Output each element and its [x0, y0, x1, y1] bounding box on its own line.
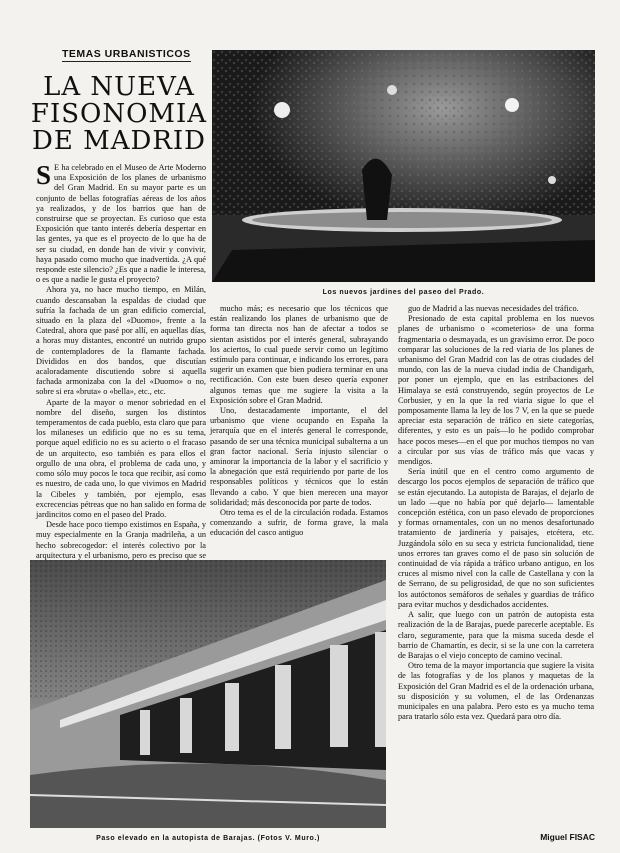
paragraph: A salir, que luego con un patrón de autopista esta realización de la de Barajas, puede parecerle aceptable. Es claro, seguramente, para que la misma suceda desde el barrio de Chamartín, es decir, si se la une con la carretera de Barajas o el viejo concepto de camino vecinal. — [398, 610, 594, 660]
paragraph: Uno, destacadamente importante, el del urbanismo que viene ocupando en España la jerarquía que en el interés general le corresponde, pasando de ser una técnica municipal subalterna a un gran factor nacional. Sería injusto silenciar o aminorar la importancia de la labor y el sacrificio y la abnegación que está requiriendo por parte de los responsables políticos y técnicos que lo están llevando a cabo. Y que bien merecen una mayor solidaridad; más desconocida por parte de todos. — [210, 406, 388, 507]
photo-barajas-overpass-image — [30, 560, 386, 828]
article-column-2 — [210, 304, 388, 554]
paragraph: guo de Madrid a las nuevas necesidades del tráfico. — [408, 304, 579, 313]
photo-caption-top: Los nuevos jardines del paseo del Prado. — [322, 289, 485, 296]
paragraph — [36, 160, 206, 285]
paragraph: Desde hace poco tiempo existimos en España, y muy especialmente en la Granja madrileña, a un hecho sobrecogedor: el interés colectivo por la arquitectura y el urbanismo, pero es preciso que se — [36, 520, 206, 560]
article-column-1 — [36, 160, 207, 560]
headline-line-1: LA NUEVA — [43, 72, 195, 102]
paragraph: Aparte de la mayor o menor sobriedad en el nombre del diseño, surgen los distintos temperamentos de cada pueblo, esta claro que para los milaneses un edificio que no es su tema, porque aquel edificio no es su acierto o el fracaso de un arquitecto, eso también es para ellos el orgullo de una obra, el problema de cada uno, y como sólo muy pocos le toca que recibir, así como es nuestro, de cada uno, lo que vivimos en Madrid la Cibeles y también, por ejemplo, esas excrecencias pétreas que no han salido en forma de jardincitos como en el paseo del Prado. — [36, 397, 207, 519]
photo-prado-gardens-image — [212, 50, 595, 282]
drop-cap: S — [36, 160, 52, 190]
article-column-3 — [398, 304, 594, 824]
photo-prado-gardens — [212, 50, 595, 282]
paragraph: Sería inútil que en el centro como argumento de descargo los pocos ejemplos de separación de tráfico que se están ejecutando. La autopista de Barajas, el dejarlo de un lado —que no había por qué dejarlo— lamentable concepción estética, con un paso elevado de proporciones y formas ornamentales, con un no menos desafortunado tratamiento de jardinería y paisajes, etcétera, etc. Juzgándola sólo en su seca y estricta funcionalidad, tiene unos errores tan graves como el de paso sin solución de continuidad de vía rápida a tráfico urbano antiguo, en los cruces al mismo nivel con la calle de Castellana y con la de Serrano, de su peligrosidad, de que no son suficientes los autóctonos semáforos de señales y guardias de tráfico para evitar muchos y desdichados accidentes. — [398, 467, 594, 609]
paragraph: mucho más; es necesario que los técnicos que están realizando los planes de urbanismo que de forma tan directa nos han de afectar a todos se sientan asistidos por el interés general, subrayando los aciertos, lo cual puede servir como un legítimo estímulo para continuar, e indicando los errores, para sugerir un examen que bien pudiera terminar en una rectificación. Con este buen deseo quería exponer algunos temas que me sugiere la visita a la Exposición sobre el Gran Madrid. — [210, 304, 388, 405]
paragraph: Otro tema de la mayor importancia que sugiere la visita de las fotografías y de los planos y maquetas de la Exposición del Gran Madrid es el de la ordenación urbana, su disposición y su volumen, el de las Ordenanzas municipales en una palabra. Pero esto es ya mucho tema para tratarlo sólo esta vez. Quedará para otro día. — [398, 661, 594, 722]
photo-caption-bottom: Paso elevado en la autopista de Barajas. (Fotos V. Muro.) — [96, 835, 320, 842]
paragraph: Ahora ya, no hace mucho tiempo, en Milán, cuando descansaban la espaldas de ciudad que sufría la fachada de un gran edificio comercial, situado en la plaza del «Duomo», frente a la Catedral, ahora que pasé por allí, en aquellas días, a horas muy distantes, encontré un nutrido grupo de contempladores de la flamante fachada. Divididos en dos bandos, que discutían acaloradamente discutiendo sobre si aquella fachada armonizaba con la del «Duomo» o no, sobre si era «bruta» o «bella», etc., etc. — [36, 285, 206, 397]
photo-barajas-overpass — [30, 560, 386, 828]
headline — [24, 74, 214, 155]
paragraph: Otro tema es el de la circulación rodada. Estamos comenzando a sufrir, de forma grave, la mala educación del casco antiguo — [210, 508, 388, 538]
author-byline: Miguel FISAC — [540, 832, 595, 842]
headline-line-3: DE MADRID — [31, 126, 207, 156]
section-kicker: TEMAS URBANISTICOS — [62, 48, 191, 60]
headline-line-2: FISONOMIA — [30, 99, 208, 129]
paragraph-text: E ha celebrado en el Museo de Arte Moderno una Exposición de los planes de urbanismo del Gran Madrid. En su mayor parte es un conjunto de bellas fotografías aéreas de los años ya realizados, y de los barrios que han de construirse que se proyectan. Es curioso que esta Exposición que tanto interés debería despertar en las gentes, ya que es el proyecto de lo que ha de ser su ciudad, en donde han de vivir y convivir, haya pasado como mucho que inadvertida. ¿A qué responde este silencio? ¿Es que a nadie le interesa, o es que a nadie le gusta el proyecto? — [36, 163, 206, 285]
paragraph: Presionado de esta capital problema en los nuevos planes de urbanismo o «cometerios» de una forma fragmentaria o desmayada, es un gravísimo error. De poco comparar las soluciones de la red viaria de los planes de urbanismo del Gran Madrid con las de otras ciudades del mundo, con las de la nueva ciudad india de Chandigarh, por poner un ejemplo, que en las estribaciones del Himalaya se está construyendo, según proyectos de Le Corbusier, y en la que la red viaria sigue lo que el pomposamente llama la ley de los 7 V, en la que se puede apreciar esta separación de tráfico en siete categorías, diferentes, y esto es un país—lo he podido comprobar hace pocos meses—en el que por muchos tiempos no van a circular por sus vías de tráfico más que vacas y mendigos. — [398, 314, 594, 467]
